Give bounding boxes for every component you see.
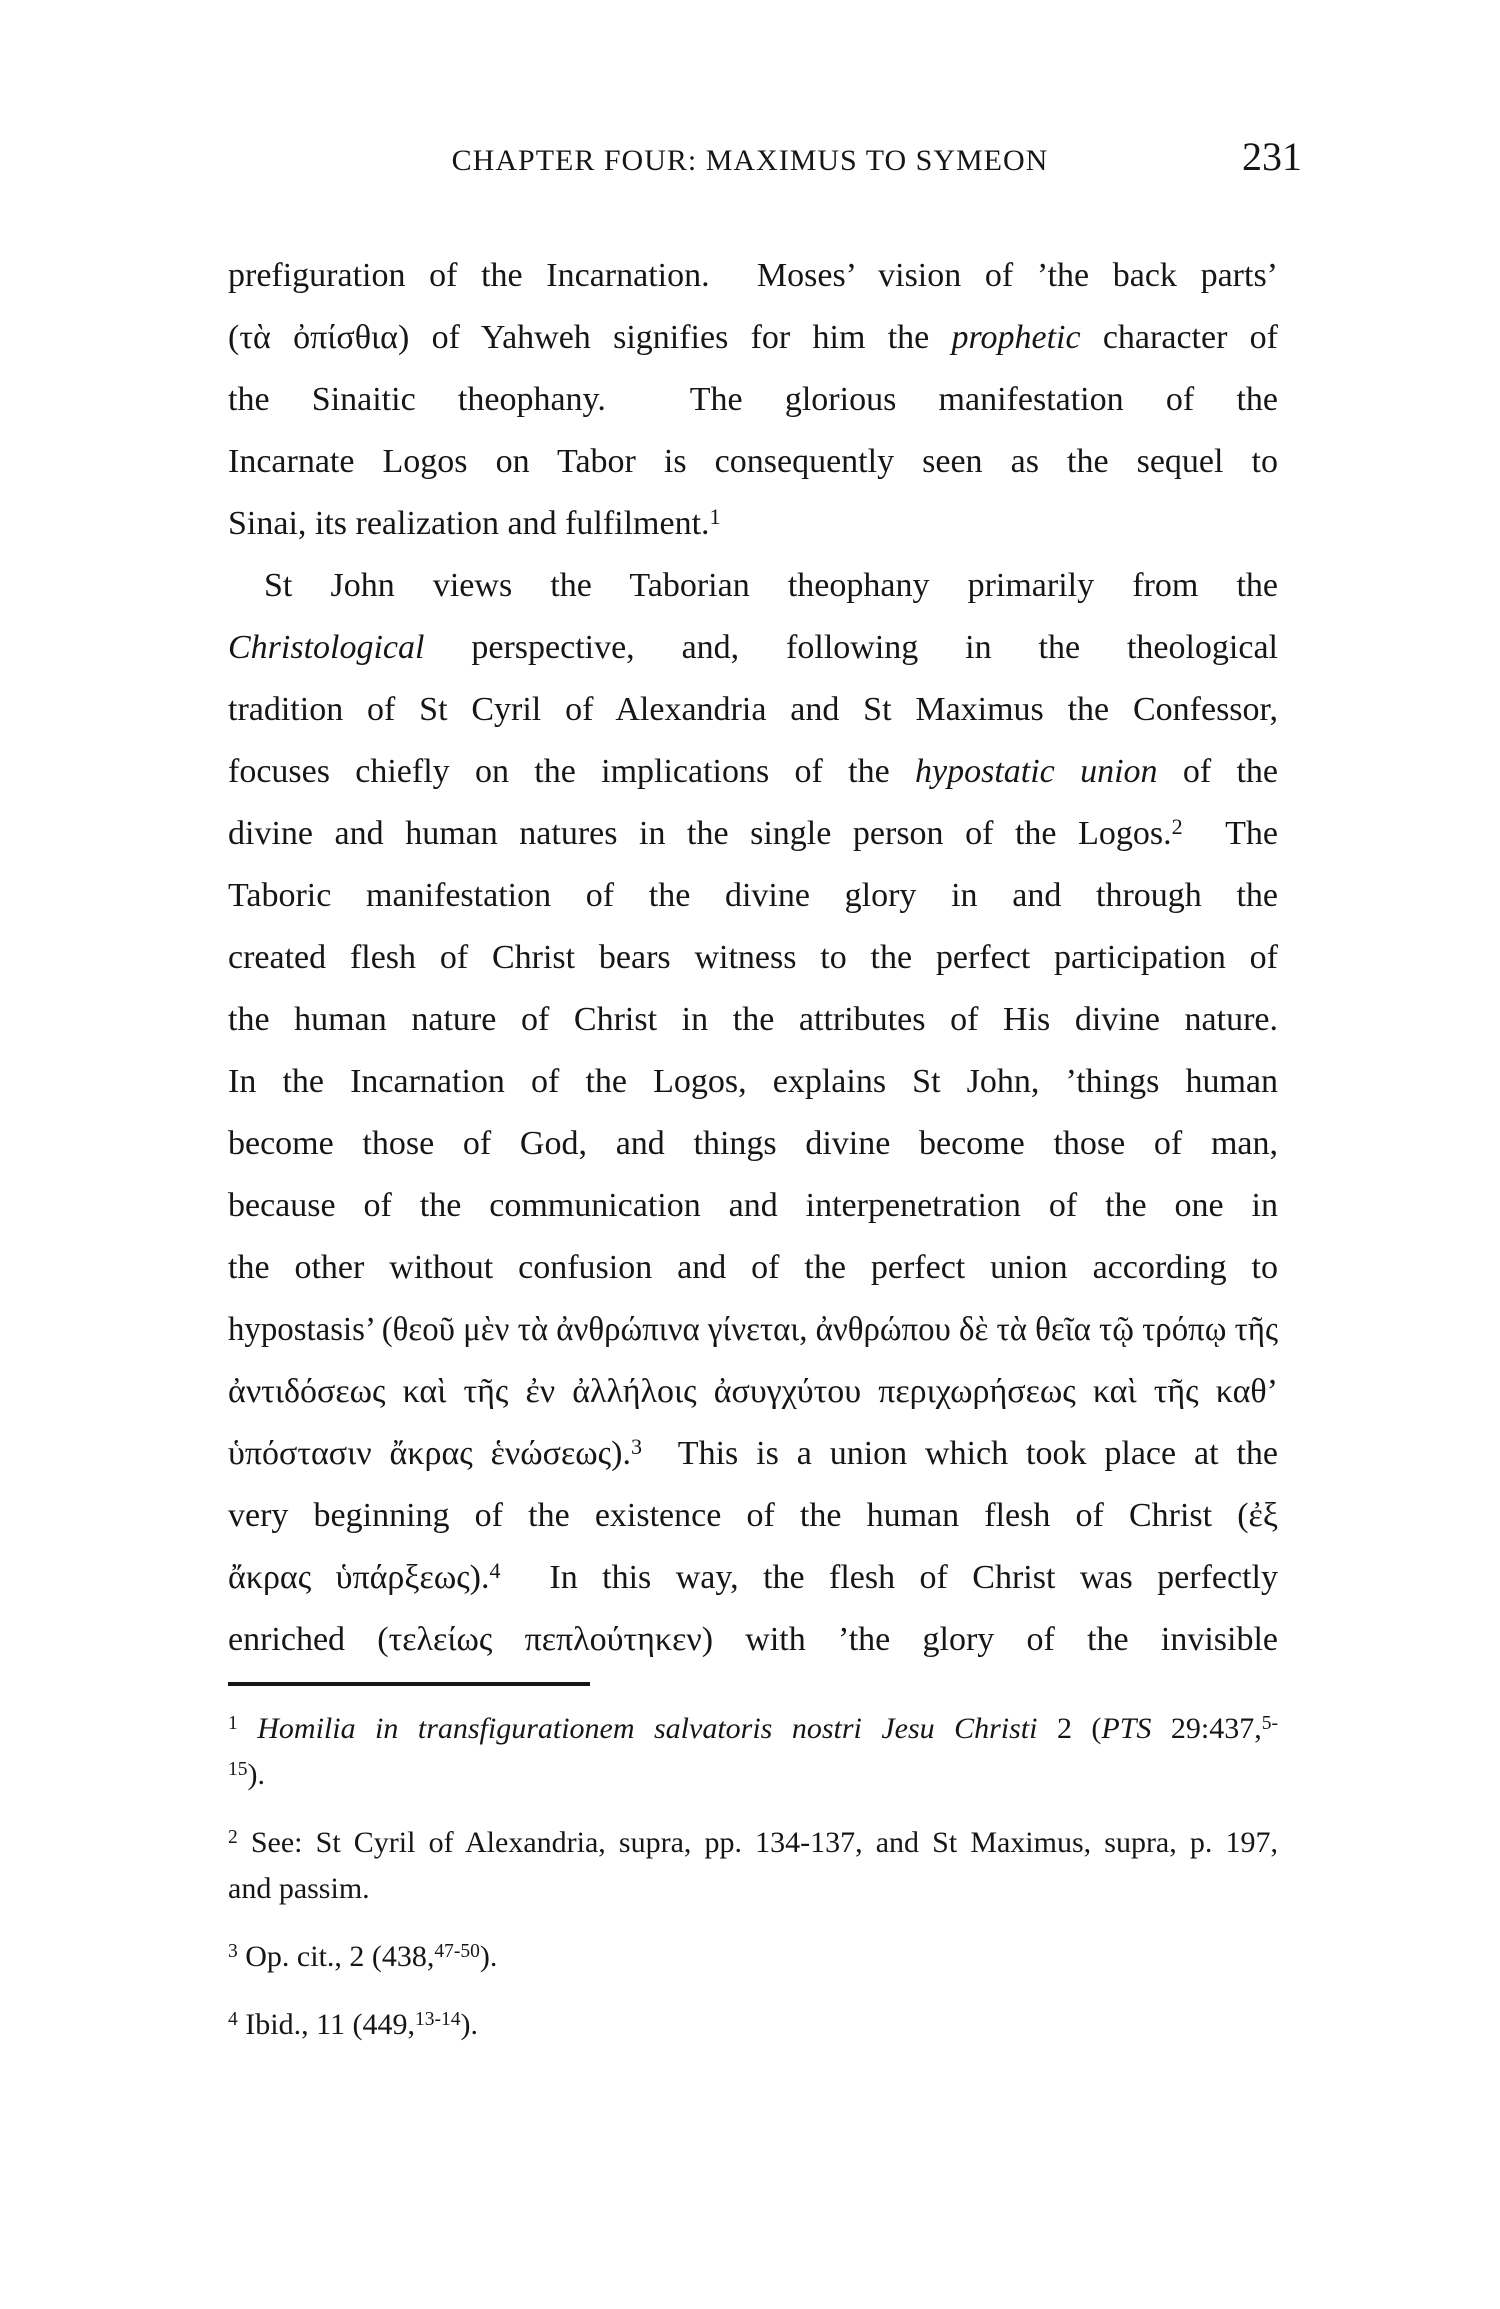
line-text: Taboric manifestation of the divine glory in and through the [228,877,1278,914]
line-text: In the Incarnation of the Logos, explains St John, ’things human [228,1063,1278,1100]
text-line [228,431,1278,493]
line-text: hypostasis’ (θεοῦ μὲν τὰ ἀνθρώπινα γίνεται, ἀνθρώπου δὲ τὰ θεῖα τῷ τρόπῳ τῆς [228,1311,1278,1348]
text-line [228,1423,1278,1485]
footnote-line [228,1706,1278,1752]
footnote [228,2002,1278,2048]
footnote-line [228,1752,1278,1798]
body-text [228,245,1278,1671]
line-text: the other without confusion and of the perfect union according to [228,1249,1278,1286]
line-text: Sinai, its realization and fulfilment.$^1$ [228,504,721,542]
line-text: created flesh of Christ bears witness to the perfect participation of [228,939,1278,976]
line-text: Christological perspective, and, following in the theological [228,629,1278,666]
text-line [228,865,1278,927]
line-text: Incarnate Logos on Tabor is consequently seen as the sequel to [228,443,1278,480]
page-number: 231 [1242,134,1302,179]
text-line [228,927,1278,989]
text-line [228,803,1278,865]
text-line [228,369,1278,431]
text-line [228,1051,1278,1113]
line-text: focuses chiefly on the implications of the hypostatic union of the [228,753,1279,790]
text-line [228,1299,1278,1361]
text-line [228,1609,1278,1671]
text-line [228,1361,1278,1423]
text-line [228,1175,1278,1237]
footnote-separator-rule [228,1682,590,1686]
line-text: prefiguration of the Incarnation. Moses’ vision of ’the back parts’ [228,257,1278,294]
footnote-line [228,1866,1278,1912]
line-text: enriched (τελείως πεπλούτηκεν) with ’the glory of the invisible [228,1621,1278,1658]
running-header-title: CHAPTER FOUR: MAXIMUS TO SYMEON [451,144,1049,177]
line-text: ὑπόστασιν ἄκρας ἑνώσεως).$^3$ This is a union which took place at the [228,1434,1278,1472]
line-text: become those of God, and things divine become those of man, [228,1125,1278,1162]
line-text: tradition of St Cyril of Alexandria and St Maximus the Confessor, [228,691,1278,728]
text-line [228,493,1278,555]
text-line [228,1547,1278,1609]
text-line [228,307,1278,369]
text-line [228,1485,1278,1547]
text-line [228,741,1278,803]
footnotes-section [228,1706,1278,2070]
footnote-line [228,1820,1278,1866]
line-text: ἀντιδόσεως καὶ τῆς ἐν ἀλλήλοις ἀσυγχύτου περιχωρήσεως καὶ τῆς καθ’ [228,1373,1278,1410]
text-line [228,679,1278,741]
footnote [228,1934,1278,1980]
text-line [228,555,1278,617]
text-line [228,245,1278,307]
text-line [228,989,1278,1051]
line-text: ἄκρας ὑπάρξεως).$^4$ In this way, the flesh of Christ was perfectly [228,1558,1278,1596]
line-text: $^1$ Homilia in transfigurationem salvatoris nostri Jesu Christi 2 (PTS 29:437,$^{5-}$ [228,1712,1278,1745]
footnote-line [228,1934,1278,1980]
line-text: $^{15}$). [228,1758,265,1791]
line-text: (τὰ ὀπίσθια) of Yahweh signifies for him the prophetic character of [228,319,1278,356]
line-text: because of the communication and interpenetration of the one in [228,1187,1278,1224]
line-text: and passim. [228,1872,370,1905]
footnote [228,1706,1278,1798]
text-line [228,1113,1278,1175]
line-text: $^3$ Op. cit., 2 (438,$^{47-50}$). [228,1940,498,1973]
line-text: very beginning of the existence of the human flesh of Christ (ἐξ [228,1497,1278,1534]
line-text: the Sinaitic theophany. The glorious manifestation of the [228,381,1278,418]
line-text: divine and human natures in the single person of the Logos.$^2$ The [228,814,1279,852]
line-text: the human nature of Christ in the attributes of His divine nature. [228,1001,1278,1038]
text-line [228,1237,1278,1299]
line-text: $^4$ Ibid., 11 (449,$^{13-14}$). [228,2008,478,2041]
line-text: $^2$ See: St Cyril of Alexandria, supra, pp. 134-137, and St Maximus, supra, p. 197, [228,1826,1278,1859]
footnote [228,1820,1278,1912]
text-line [228,617,1278,679]
line-text: St John views the Taborian theophany primarily from the [264,567,1278,604]
footnote-line [228,2002,1278,2048]
